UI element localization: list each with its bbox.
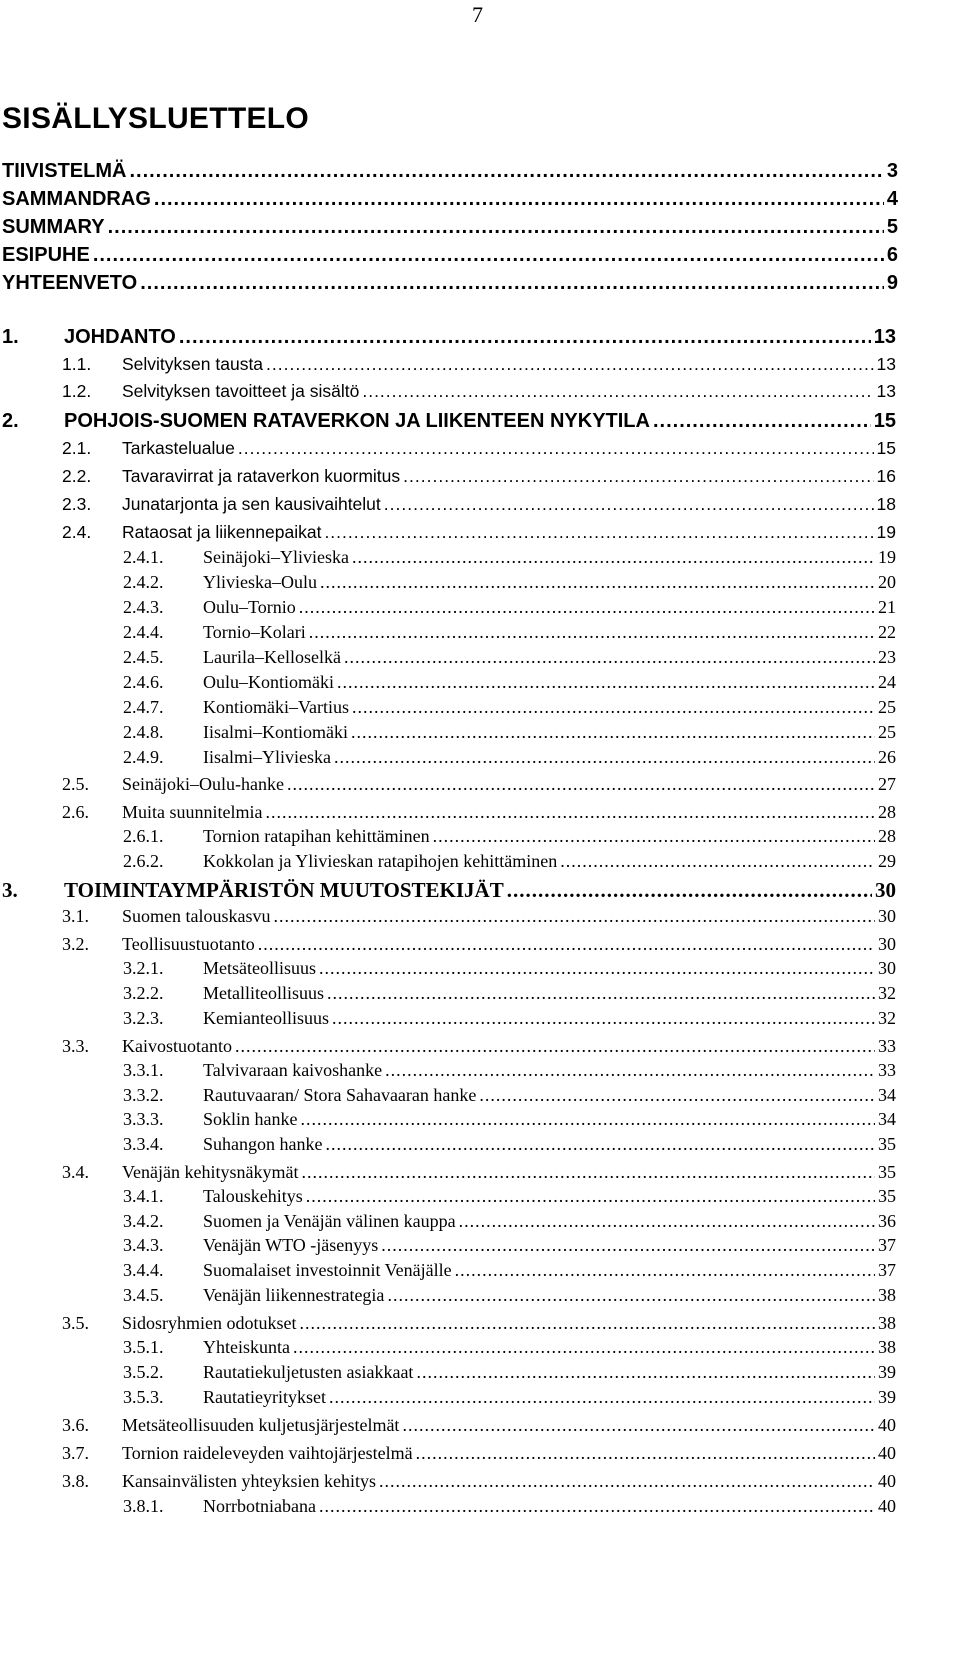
- toc-entry-page: 25: [878, 722, 896, 742]
- dot-leader: [235, 1036, 875, 1057]
- toc-subsection-entry[interactable]: [123, 747, 896, 768]
- dot-leader: [459, 1211, 875, 1232]
- toc-entry-number: 2.: [2, 410, 19, 432]
- toc-subsection-entry[interactable]: [123, 1362, 896, 1383]
- toc-entry-page: 19: [876, 522, 896, 542]
- toc-entry-number: 3.4.3.: [123, 1235, 164, 1255]
- toc-entry-title: Yhteiskunta: [203, 1337, 290, 1357]
- toc-entry-title: Tornion ratapihan kehittäminen: [203, 826, 430, 846]
- dot-leader: [384, 494, 874, 515]
- toc-entry-page: 19: [878, 547, 896, 567]
- toc-entry-number: 3.2.3.: [123, 1008, 164, 1028]
- toc-entry-number: 2.5.: [62, 774, 89, 794]
- dot-leader: [416, 1362, 875, 1383]
- toc-entry-title: Metalliteollisuus: [203, 983, 324, 1003]
- toc-entry-number: 2.4.9.: [123, 747, 164, 767]
- toc-entry-number: 3.4.: [62, 1162, 89, 1182]
- dot-leader: [329, 1387, 875, 1408]
- toc-entry-title: Kemianteollisuus: [203, 1008, 329, 1028]
- toc-subsection-entry[interactable]: [123, 1387, 896, 1408]
- dot-leader: [299, 597, 875, 618]
- toc-entry-page: 40: [878, 1471, 896, 1491]
- toc-entry-number: 3.8.1.: [123, 1496, 164, 1516]
- toc-subsection-entry[interactable]: [123, 722, 896, 743]
- dot-leader: [129, 160, 883, 183]
- toc-entry-page: 15: [876, 438, 896, 458]
- toc-subsection-entry[interactable]: [123, 572, 896, 593]
- dot-leader: [507, 878, 872, 903]
- toc-entry-title: Suomalaiset investoinnit Venäjälle: [203, 1260, 452, 1280]
- toc-entry-title: SUMMARY: [2, 216, 105, 238]
- toc-entry-number: 3.2.: [62, 934, 89, 954]
- page-number: 7: [472, 2, 483, 27]
- toc-entry-number: 1.2.: [62, 381, 92, 401]
- toc-subsection-entry[interactable]: [123, 1109, 896, 1130]
- dot-leader: [351, 722, 875, 743]
- toc-entry-page: 37: [878, 1260, 896, 1280]
- toc-entry-title: Rautatieyritykset: [203, 1387, 326, 1407]
- toc-entry-number: 2.6.: [62, 802, 89, 822]
- toc-front-entry[interactable]: [2, 272, 898, 295]
- toc-entry-title: Tavaravirrat ja rataverkon kuormitus: [122, 466, 401, 486]
- toc-entry-page: 40: [878, 1415, 896, 1435]
- toc-section-entry[interactable]: [62, 438, 896, 459]
- dot-leader: [325, 1134, 875, 1155]
- toc-entry-title: Suomen talouskasvu: [122, 906, 271, 926]
- toc-entry-page: 30: [878, 934, 896, 954]
- toc-section-entry[interactable]: [62, 1313, 896, 1334]
- toc-entry-page: 38: [878, 1337, 896, 1357]
- toc-entry-number: 3.4.5.: [123, 1285, 164, 1305]
- toc-entry-number: 3.4.4.: [123, 1260, 164, 1280]
- toc-entry-number: 3.3.4.: [123, 1134, 164, 1154]
- dot-leader: [108, 216, 884, 239]
- toc-entry-title: Tornio–Kolari: [203, 622, 306, 642]
- toc-section-entry[interactable]: [62, 934, 896, 955]
- toc-entry-page: 30: [878, 906, 896, 926]
- toc-entry-title: Kansainvälisten yhteyksien kehitys: [122, 1471, 376, 1491]
- toc-entry-number: 3.3.3.: [123, 1109, 164, 1129]
- dot-leader: [319, 1496, 875, 1517]
- toc-entry-number: 2.4.8.: [123, 722, 164, 742]
- toc-entry-title: Suomen ja Venäjän välinen kauppa: [203, 1211, 456, 1231]
- toc-entry-number: 3.6.: [62, 1415, 89, 1435]
- toc-entry-page: 24: [878, 672, 896, 692]
- toc-chapter-entry[interactable]: [2, 326, 896, 349]
- toc-entry-number: 2.4.4.: [123, 622, 164, 642]
- toc-entry-page: 20: [878, 572, 896, 592]
- toc-entry-page: 38: [878, 1285, 896, 1305]
- toc-entry-title: Talvivaraan kaivoshanke: [203, 1060, 383, 1080]
- toc-entry-page: 21: [878, 597, 896, 617]
- toc-entry-page: 16: [876, 466, 896, 486]
- toc-entry-number: 3.5.: [62, 1313, 89, 1333]
- dot-leader: [479, 1085, 875, 1106]
- dot-leader: [266, 354, 873, 375]
- toc-entry-title: Kaivostuotanto: [122, 1036, 232, 1056]
- toc-entry-title: Muita suunnitelmia: [122, 802, 263, 822]
- toc-subsection-entry[interactable]: [123, 1085, 896, 1106]
- toc-entry-number: 2.6.2.: [123, 851, 164, 871]
- toc-entry-number: 2.2.: [62, 466, 92, 486]
- toc-subsection-entry[interactable]: [123, 697, 896, 718]
- toc-section-entry[interactable]: [62, 1415, 896, 1436]
- toc-entry-number: 2.4.6.: [123, 672, 164, 692]
- toc-section-entry[interactable]: [62, 522, 896, 543]
- toc-entry-page: 25: [878, 697, 896, 717]
- toc-entry-page: 6: [886, 244, 898, 266]
- toc-subsection-entry[interactable]: [123, 1260, 896, 1281]
- toc-entry-title: Tarkastelualue: [122, 438, 235, 458]
- toc-entry-page: 39: [878, 1387, 896, 1407]
- toc-entry-number: 2.4.3.: [123, 597, 164, 617]
- toc-entry-title: Soklin hanke: [203, 1109, 298, 1129]
- toc-section-entry[interactable]: [62, 381, 896, 402]
- dot-leader: [362, 381, 873, 402]
- toc-entry-page: 30: [878, 958, 896, 978]
- toc-entry-page: 27: [878, 774, 896, 794]
- toc-entry-page: 33: [878, 1036, 896, 1056]
- toc-entry-page: 38: [878, 1313, 896, 1333]
- dot-leader: [309, 622, 875, 643]
- toc-entry-page: 30: [875, 878, 896, 902]
- toc-section-entry[interactable]: [62, 1162, 896, 1183]
- dot-leader: [301, 1109, 876, 1130]
- dot-leader: [93, 244, 884, 267]
- toc-entry-number: 3.2.1.: [123, 958, 164, 978]
- toc-entry-title: Rataosat ja liikennepaikat: [122, 522, 322, 542]
- toc-front-entry[interactable]: [2, 160, 898, 183]
- toc-entry-title: Kokkolan ja Ylivieskan ratapihojen kehittäminen: [203, 851, 558, 871]
- toc-entry-title: Venäjän WTO -jäsenyys: [203, 1235, 379, 1255]
- toc-entry-page: 3: [886, 160, 898, 182]
- dot-leader: [433, 826, 875, 847]
- dot-leader: [560, 851, 875, 872]
- toc-entry-page: 35: [878, 1186, 896, 1206]
- toc-entry-title: JOHDANTO: [64, 326, 176, 348]
- toc-entry-number: 3.5.3.: [123, 1387, 164, 1407]
- toc-entry-number: 3.5.1.: [123, 1337, 164, 1357]
- toc-entry-title: Oulu–Kontiomäki: [203, 672, 334, 692]
- toc-subsection-entry[interactable]: [123, 597, 896, 618]
- toc-entry-page: 13: [873, 326, 896, 348]
- toc-entry-page: 35: [878, 1134, 896, 1154]
- toc-subsection-entry[interactable]: [123, 647, 896, 668]
- toc-entry-page: 40: [878, 1496, 896, 1516]
- toc-entry-title: YHTEENVETO: [2, 272, 138, 294]
- toc-entry-page: 36: [878, 1211, 896, 1231]
- toc-subsection-entry[interactable]: [123, 1008, 896, 1029]
- toc-entry-page: 32: [878, 1008, 896, 1028]
- toc-entry-title: Laurila–Kelloselkä: [203, 647, 341, 667]
- dot-leader: [402, 1415, 875, 1436]
- toc-front-entry[interactable]: [2, 216, 898, 239]
- toc-section-entry[interactable]: [62, 774, 896, 795]
- toc-entry-title: Talouskehitys: [203, 1186, 303, 1206]
- toc-entry-page: 22: [878, 622, 896, 642]
- toc-heading: SISÄLLYSLUETTELO: [2, 102, 310, 135]
- toc-front-entry[interactable]: [2, 188, 898, 211]
- toc-subsection-entry[interactable]: [123, 547, 896, 568]
- toc-entry-page: 34: [878, 1085, 896, 1105]
- toc-entry-number: 1.1.: [62, 354, 92, 374]
- toc-entry-number: 2.4.2.: [123, 572, 164, 592]
- toc-subsection-entry[interactable]: [123, 826, 896, 847]
- toc-entry-number: 3.: [2, 878, 18, 902]
- dot-leader: [238, 438, 874, 459]
- toc-entry-number: 3.1.: [62, 906, 89, 926]
- toc-subsection-entry[interactable]: [123, 1496, 896, 1517]
- toc-entry-number: 2.4.7.: [123, 697, 164, 717]
- dot-leader: [300, 1313, 876, 1334]
- dot-leader: [301, 1162, 875, 1183]
- dot-leader: [403, 466, 873, 487]
- toc-subsection-entry[interactable]: [123, 983, 896, 1004]
- toc-entry-title: SAMMANDRAG: [2, 188, 151, 210]
- toc-entry-number: 3.8.: [62, 1471, 89, 1491]
- toc-entry-title: Seinäjoki–Ylivieska: [203, 547, 349, 567]
- toc-entry-page: 32: [878, 983, 896, 1003]
- toc-entry-title: Iisalmi–Kontiomäki: [203, 722, 348, 742]
- dot-leader: [140, 272, 884, 295]
- dot-leader: [385, 1060, 875, 1081]
- dot-leader: [154, 188, 884, 211]
- toc-entry-page: 26: [878, 747, 896, 767]
- toc-entry-number: 2.6.1.: [123, 826, 164, 846]
- toc-entry-page: 4: [886, 188, 898, 210]
- toc-entry-page: 5: [886, 216, 898, 238]
- toc-entry-number: 2.4.1.: [123, 547, 164, 567]
- dot-leader: [416, 1443, 875, 1464]
- toc-section-entry[interactable]: [62, 1443, 896, 1464]
- toc-section-entry[interactable]: [62, 354, 896, 375]
- toc-chapter-entry[interactable]: [2, 878, 896, 903]
- toc-subsection-entry[interactable]: [123, 1211, 896, 1232]
- dot-leader: [379, 1471, 875, 1492]
- toc-entry-number: 3.3.: [62, 1036, 89, 1056]
- dot-leader: [258, 934, 875, 955]
- toc-entry-page: 37: [878, 1235, 896, 1255]
- toc-entry-title: Selvityksen tavoitteet ja sisältö: [122, 381, 360, 401]
- toc-entry-title: Kontiomäki–Vartius: [203, 697, 349, 717]
- toc-section-entry[interactable]: [62, 802, 896, 823]
- toc-section-entry[interactable]: [62, 494, 896, 515]
- toc-entry-title: Sidosryhmien odotukset: [122, 1313, 297, 1333]
- toc-entry-title: Ylivieska–Oulu: [203, 572, 317, 592]
- toc-entry-number: 3.3.2.: [123, 1085, 164, 1105]
- toc-section-entry[interactable]: [62, 1036, 896, 1057]
- toc-entry-title: Teollisuustuotanto: [122, 934, 255, 954]
- dot-leader: [381, 1235, 875, 1256]
- dot-leader: [352, 697, 875, 718]
- toc-entry-number: 3.4.1.: [123, 1186, 164, 1206]
- toc-entry-title: Oulu–Tornio: [203, 597, 296, 617]
- toc-entry-page: 39: [878, 1362, 896, 1382]
- toc-entry-title: Metsäteollisuus: [203, 958, 316, 978]
- dot-leader: [306, 1186, 875, 1207]
- toc-entry-title: Iisalmi–Ylivieska: [203, 747, 331, 767]
- toc-entry-title: Rautatiekuljetusten asiakkaat: [203, 1362, 414, 1382]
- toc-subsection-entry[interactable]: [123, 1060, 896, 1081]
- dot-leader: [320, 572, 875, 593]
- toc-entry-page: 29: [878, 851, 896, 871]
- dot-leader: [344, 647, 875, 668]
- dot-leader: [653, 410, 871, 433]
- toc-entry-title: ESIPUHE: [2, 244, 90, 266]
- toc-entry-number: 3.7.: [62, 1443, 89, 1463]
- toc-entry-number: 3.2.2.: [123, 983, 164, 1003]
- dot-leader: [265, 802, 875, 823]
- toc-entry-title: Tornion raideleveyden vaihtojärjestelmä: [122, 1443, 413, 1463]
- toc-subsection-entry[interactable]: [123, 851, 896, 872]
- toc-section-entry[interactable]: [62, 1471, 896, 1492]
- toc-entry-title: Metsäteollisuuden kuljetusjärjestelmät: [122, 1415, 400, 1435]
- toc-entry-title: Venäjän liikennestrategia: [203, 1285, 385, 1305]
- dot-leader: [319, 958, 875, 979]
- toc-subsection-entry[interactable]: [123, 1285, 896, 1306]
- toc-entry-page: 23: [878, 647, 896, 667]
- toc-entry-number: 3.3.1.: [123, 1060, 164, 1080]
- toc-entry-number: 3.5.2.: [123, 1362, 164, 1382]
- toc-entry-page: 18: [876, 494, 896, 514]
- toc-subsection-entry[interactable]: [123, 1235, 896, 1256]
- toc-entry-title: Rautuvaaran/ Stora Sahavaaran hanke: [203, 1085, 477, 1105]
- toc-entry-page: 13: [876, 381, 896, 401]
- dot-leader: [352, 547, 875, 568]
- dot-leader: [327, 983, 875, 1004]
- toc-front-entry[interactable]: [2, 244, 898, 267]
- toc-entry-title: Suhangon hanke: [203, 1134, 323, 1154]
- toc-entry-number: 2.4.5.: [123, 647, 164, 667]
- toc-subsection-entry[interactable]: [123, 1337, 896, 1358]
- toc-entry-page: 28: [878, 826, 896, 846]
- toc-entry-page: 9: [886, 272, 898, 294]
- toc-entry-title: POHJOIS-SUOMEN RATAVERKON JA LIIKENTEEN NYKYTILA: [64, 410, 650, 432]
- toc-entry-page: 33: [878, 1060, 896, 1080]
- dot-leader: [337, 672, 875, 693]
- dot-leader: [455, 1260, 875, 1281]
- toc-entry-page: 40: [878, 1443, 896, 1463]
- toc-entry-title: Selvityksen tausta: [122, 354, 264, 374]
- toc-entry-title: Seinäjoki–Oulu-hanke: [122, 774, 284, 794]
- toc-entry-number: 2.3.: [62, 494, 92, 514]
- toc-subsection-entry[interactable]: [123, 1134, 896, 1155]
- toc-subsection-entry[interactable]: [123, 622, 896, 643]
- toc-section-entry[interactable]: [62, 466, 896, 487]
- toc-subsection-entry[interactable]: [123, 672, 896, 693]
- dot-leader: [287, 774, 875, 795]
- dot-leader: [293, 1337, 875, 1358]
- dot-leader: [179, 326, 871, 349]
- toc-chapter-entry[interactable]: [2, 410, 896, 433]
- dot-leader: [334, 747, 875, 768]
- toc-entry-number: 2.1.: [62, 438, 92, 458]
- toc-section-entry[interactable]: [62, 906, 896, 927]
- toc-entry-title: TOIMINTAYMPÄRISTÖN MUUTOSTEKIJÄT: [64, 878, 504, 902]
- dot-leader: [387, 1285, 875, 1306]
- toc-entry-title: Venäjän kehitysnäkymät: [122, 1162, 299, 1182]
- toc-entry-page: 34: [878, 1109, 896, 1129]
- toc-entry-title: TIIVISTELMÄ: [2, 160, 127, 182]
- toc-entry-page: 13: [876, 354, 896, 374]
- toc-entry-page: 28: [878, 802, 896, 822]
- dot-leader: [274, 906, 876, 927]
- toc-entry-page: 15: [873, 410, 896, 432]
- toc-entry-title: Junatarjonta ja sen kausivaihtelut: [122, 494, 381, 514]
- toc-entry-number: 1.: [2, 326, 19, 348]
- dot-leader: [324, 522, 873, 543]
- toc-subsection-entry[interactable]: [123, 1186, 896, 1207]
- dot-leader: [332, 1008, 875, 1029]
- toc-entry-number: 3.4.2.: [123, 1211, 164, 1231]
- toc-entry-page: 35: [878, 1162, 896, 1182]
- toc-entry-title: Norrbotniabana: [203, 1496, 316, 1516]
- toc-entry-number: 2.4.: [62, 522, 92, 542]
- toc-subsection-entry[interactable]: [123, 958, 896, 979]
